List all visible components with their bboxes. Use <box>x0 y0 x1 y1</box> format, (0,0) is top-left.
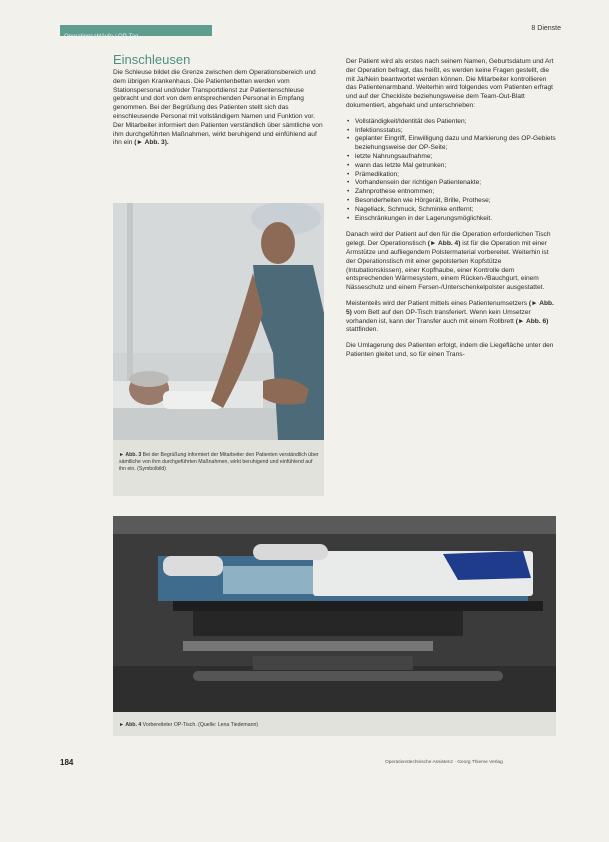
footer-text: Operationstechnische Assistenz · Georg Thieme Verlag <box>385 760 503 765</box>
list-item: • Vollständigkeit/Identität des Patienten; <box>346 118 558 127</box>
paragraph-text: Danach wird der Patient auf den für die Operation erforderlichen Tisch gelegt. Der Operationstisch <box>346 231 551 248</box>
paragraph-text: stattfinden. <box>346 326 379 334</box>
list-item: • Besonderheiten wie Hörgerät, Brille, Prothese; <box>346 197 558 206</box>
left-column <box>113 69 324 148</box>
figure-6-reference[interactable]: (► Abb. 6) <box>513 317 549 325</box>
paragraph-text: vom Bett auf den OP-Tisch transferiert. Wenn kein Umsetzer vorhanden ist, kann der Transfer auch mit einem Rollbrett <box>346 308 531 325</box>
figure-3-photo <box>113 203 324 440</box>
list-item: • Einschränkungen in der Lagerungsmöglichkeit. <box>346 215 558 224</box>
list-item: • Infektionsstatus; <box>346 127 558 136</box>
right-intro-paragraph: Der Patient wird als erstes nach seinem Namen, Geburtsdatum und Art der Operation befragt, das heißt, es werden keine Fragen gestellt, die mit Ja/Nein beantwortet werden können. Die Mitarbeiter kontrollieren das Patientenarmband. Weiterhin wird folgendes vom Patienten erfragt und auf der Checkliste beziehungsweise dem Team-Out-Blatt dokumentiert, abgehakt und unterschrieben: <box>346 58 554 109</box>
list-item: • Zahnprothese entnommen; <box>346 188 558 197</box>
left-paragraph-text: Die Schleuse bildet die Grenze zwischen dem Operationsbereich und dem übrigen Krankenhaus. Die Patientenbetten werden vom Stationspersonal und/oder Transportdienst zur Patientenschleuse gebracht und dort von dem entsprechenden Personal in Empfang genommen. Bei der Begrüßung des Patienten stellt sich das einschleusende Personal mit vollständigem Namen und Funktion vor. Der Mitarbeiter informiert den Patienten verständlich über sämtliche von ihm durchgeführten Maßnahmen, wirkt beruhigend und einfühlend auf ihn ein <box>113 69 323 147</box>
transfer-paragraph <box>346 300 558 335</box>
list-item: • Nagellack, Schmuck, Schminke entfernt; <box>346 206 558 215</box>
figure-3-caption-box <box>113 440 324 496</box>
page-number: 184 <box>60 758 74 767</box>
left-paragraph <box>113 69 324 148</box>
figure-3-caption-text: Bei der Begrüßung informiert der Mitarbeiter den Patienten verständlich über sämtliche von ihm durchgeführten Maßnahmen, wirkt beruhigend und einfühlend auf ihn ein. (Symbolbild) <box>119 452 319 473</box>
list-item: • wann das letzte Mal getrunken; <box>346 162 558 171</box>
figure-3-label: ► Abb. 3 <box>119 452 142 458</box>
figure-4-caption-box <box>113 712 556 736</box>
figure-4-caption <box>119 722 258 728</box>
repositioning-paragraph: Die Umlagerung des Patienten erfolgt, indem die Liegefläche unter den Patienten gleitet und, so für einen Trans- <box>346 342 554 358</box>
nurse-greeting-patient-illustration <box>113 203 324 440</box>
figure-3-caption <box>119 452 319 474</box>
paragraph-text: Meistenteils wird der Patient mittels eines Patientenumsetzers <box>346 299 528 307</box>
or-table-paragraph <box>346 231 558 293</box>
right-column <box>346 58 558 367</box>
chapter-header-bar <box>60 25 212 40</box>
checklist-bullets <box>346 118 558 224</box>
figure-4-label: ► Abb. 4 <box>119 722 142 728</box>
figure-4-caption-text: Vorbereiteter OP-Tisch. (Quelle: Lena Tiedemann) <box>141 722 259 728</box>
paragraph-text: ist für die Operation mit einer Armstütze und aufliegendem Polstermaterial vorbereitet. Weiterhin ist der Operationstisch mit einer gepolsterten Kopfstütze (Intubationskissen), einer Kopfhaube, einer Kontrolle dem entsprechenden Wärmesystem, einem Rücken-/Bauchgurt, einem Nässeschutz und einem Fersen-/Unterschenkelpolster ausgestattet. <box>346 240 549 292</box>
section-title: Einschleusen <box>113 52 191 67</box>
list-item: • Vorhandensein der richtigen Patientenakte; <box>346 179 558 188</box>
chapter-title: 8 Dienste <box>531 25 561 32</box>
list-item: • letzte Nahrungsaufnahme; <box>346 153 558 162</box>
figure-4-reference[interactable]: (► Abb. 4) <box>425 240 461 248</box>
figure-5-reference[interactable]: (► Abb. 5) <box>346 299 554 316</box>
figure-reference[interactable]: (► Abb. 3). <box>132 139 169 147</box>
list-item: • Prämedikation; <box>346 171 558 180</box>
list-item: • geplanter Eingriff, Einwilligung dazu und Markierung des OP-Gebiets beziehungsweise der OP-Seite; <box>346 135 558 153</box>
prepared-or-table-illustration <box>113 516 556 712</box>
figure-4-photo <box>113 516 556 712</box>
chapter-header-label: Operationsabläufe / OP-Tag <box>64 34 139 40</box>
